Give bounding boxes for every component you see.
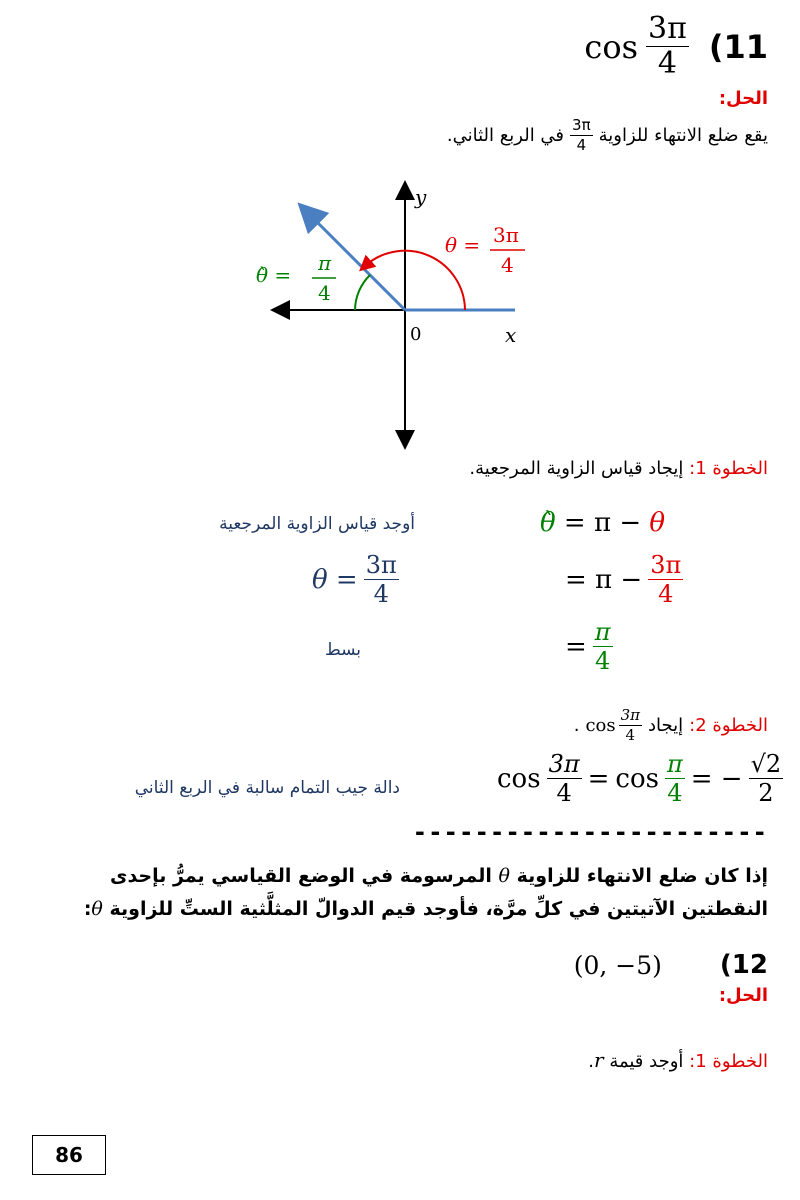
divider: ----------------------- — [412, 818, 768, 846]
svg-text:π: π — [318, 251, 332, 275]
svg-text:4: 4 — [318, 281, 331, 305]
reference-angle-label — [256, 251, 336, 305]
reference-arc — [355, 275, 370, 310]
step2-equation: cos $\frac{3\pi}{4}$ = cos $\frac{\pi}{4}$ = − $\frac{√2}{2}$ — [497, 750, 782, 807]
solution-label: الحل: — [718, 88, 768, 109]
instruction — [68, 860, 768, 927]
cos-function: cos — [584, 27, 639, 66]
step1-row2-equation: = π − $\frac{3\pi}{4}$ — [565, 551, 682, 608]
page-number: 86 — [32, 1135, 106, 1175]
instruction-line2: النقطتين الآتيتين في كلِّ مرَّة، فأوجد قيم الدوالّ المثلَّثية الستِّ للزاوية θ: — [83, 898, 768, 921]
theta-label — [445, 223, 525, 277]
svg-text:θ̀ =: θ̀ = — [256, 263, 292, 287]
problem-11-header — [584, 11, 768, 81]
step1-heading: الخطوة 1: إيجاد قياس الزاوية المرجعية. — [469, 458, 768, 479]
svg-text:θ =: θ = — [445, 233, 481, 257]
fraction: $\frac{3\pi}{4}$ — [648, 11, 687, 81]
step1-row1-equation: θ̀ = π − θ — [540, 508, 666, 538]
problem-12-header — [574, 950, 768, 980]
problem-12-number: (12 — [719, 950, 768, 980]
angle-diagram — [250, 180, 570, 450]
svg-text:4: 4 — [501, 253, 514, 277]
step2-note: دالة جيب التمام سالبة في الربع الثاني — [134, 778, 400, 798]
step1-row3-equation: = $\frac{\pi}{4}$ — [565, 618, 611, 675]
y-label: y — [415, 185, 427, 209]
solution-label-2: الحل: — [718, 985, 768, 1006]
step1-row1-note: أوجد قياس الزاوية المرجعية — [219, 514, 415, 534]
x-label: x — [505, 323, 517, 347]
svg-text:3π: 3π — [493, 223, 519, 247]
origin-label: 0 — [410, 324, 422, 345]
intro-fraction: $\frac{3\pi}{4}$ — [572, 116, 591, 154]
instruction-line1: إذا كان ضلع الانتهاء للزاوية θ المرسومة في الوضع القياسي يمرُّ بإحدى — [110, 865, 768, 887]
step2-heading: الخطوة 2: إيجاد cos $\frac{3\pi}{4}$ . — [573, 706, 768, 744]
step1b-heading: الخطوة 1: أوجد قيمة r. — [588, 1048, 768, 1072]
problem-number: (11 — [708, 27, 768, 66]
step1-row3-note: بسط — [325, 640, 362, 660]
problem-12-point: (0, −5) — [573, 950, 662, 980]
intro-line: يقع ضلع الانتهاء للزاوية $\frac{3\pi}{4}$ في الربع الثاني. — [446, 116, 768, 154]
problem-11-expression — [584, 11, 688, 81]
theta-arc — [365, 251, 465, 310]
step1-row2-note: θ = $\frac{3\pi}{4}$ — [312, 551, 397, 608]
